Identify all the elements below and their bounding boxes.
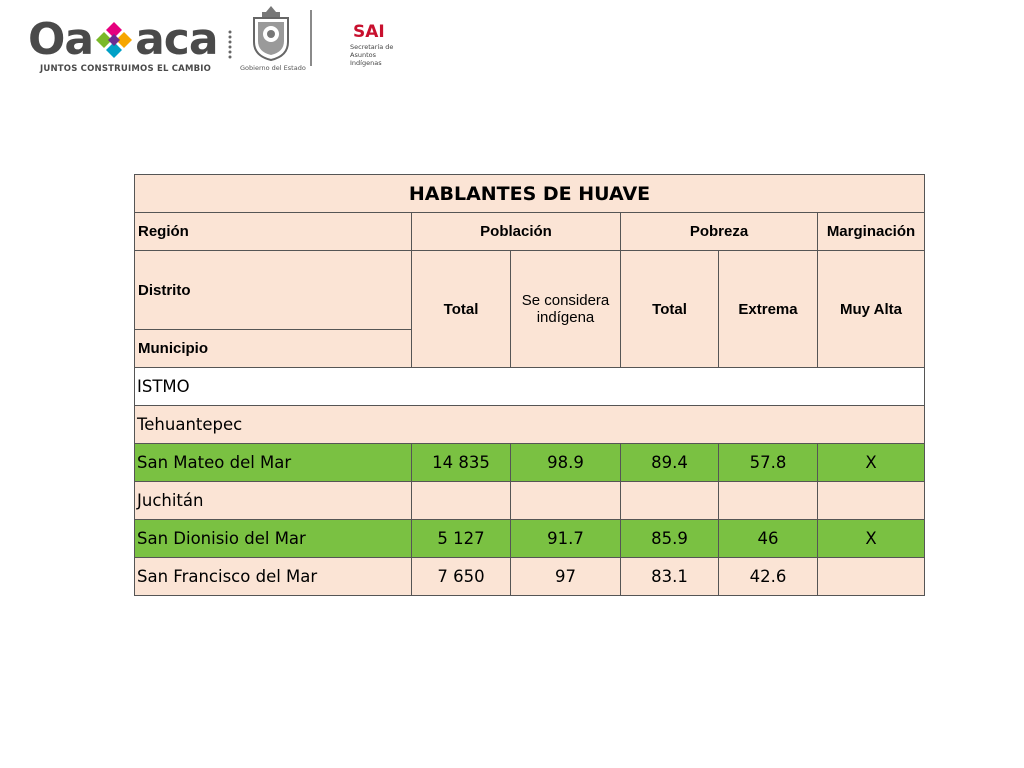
pobreza-total-value: 83.1 [621, 558, 719, 596]
sai-subtitle-line2: Asuntos Indígenas [350, 51, 382, 67]
state-seal-icon [246, 4, 296, 62]
empty-cell [818, 482, 925, 520]
municipio-name: San Dionisio del Mar [135, 520, 412, 558]
table-row [135, 482, 925, 520]
oaxaca-x-flower-icon [94, 20, 134, 60]
muy-alta-value [818, 558, 925, 596]
sai-logo-title: SAI [353, 22, 385, 42]
district-row-tehuantepec: Tehuantepec [135, 406, 925, 444]
muy-alta-value: X [818, 444, 925, 482]
pobreza-extrema-value: 42.6 [719, 558, 818, 596]
poblacion-total-value: 14 835 [412, 444, 511, 482]
header-poblacion: Población [412, 213, 621, 251]
table-row [135, 558, 925, 596]
table-row [135, 520, 925, 558]
header-poblacion-indigena: Se considera indígena [511, 251, 621, 368]
poblacion-indigena-value: 91.7 [511, 520, 621, 558]
pobreza-extrema-value: 57.8 [719, 444, 818, 482]
region-row-istmo: ISTMO [135, 368, 925, 406]
empty-cell [511, 482, 621, 520]
header-divider [310, 10, 312, 66]
table-title: HABLANTES DE HUAVE [135, 175, 925, 213]
empty-cell [719, 482, 818, 520]
poblacion-total-value: 5 127 [412, 520, 511, 558]
pobreza-total-value: 85.9 [621, 520, 719, 558]
header-muy-alta: Muy Alta [818, 251, 925, 368]
table-row [135, 444, 925, 482]
poblacion-indigena-value: 98.9 [511, 444, 621, 482]
oaxaca-tagline: JUNTOS CONSTRUIMOS EL CAMBIO [40, 64, 212, 74]
oaxaca-logo: Oa aca [28, 14, 218, 65]
header-distrito: Distrito [135, 251, 412, 330]
header-poblacion-total: Total [412, 251, 511, 368]
pobreza-total-value: 89.4 [621, 444, 719, 482]
header-logos [0, 0, 1024, 90]
muy-alta-value: X [818, 520, 925, 558]
gobierno-label: Gobierno del Estado [240, 64, 306, 72]
sai-logo-subtitle [350, 43, 402, 67]
poblacion-total-value: 7 650 [412, 558, 511, 596]
empty-cell [412, 482, 511, 520]
empty-cell [621, 482, 719, 520]
header-marginacion: Marginación [818, 213, 925, 251]
poblacion-indigena-value: 97 [511, 558, 621, 596]
pobreza-extrema-value: 46 [719, 520, 818, 558]
huave-speakers-table [134, 174, 925, 596]
municipio-name: San Mateo del Mar [135, 444, 412, 482]
header-municipio: Municipio [135, 330, 412, 368]
header-pobreza: Pobreza [621, 213, 818, 251]
header-region: Región [135, 213, 412, 251]
separator-dots [228, 30, 232, 60]
header-pobreza-extrema: Extrema [719, 251, 818, 368]
municipio-name: San Francisco del Mar [135, 558, 412, 596]
district-row-juchitan: Juchitán [135, 482, 412, 520]
sai-subtitle-line1: Secretaría de [350, 43, 394, 51]
header-pobreza-total: Total [621, 251, 719, 368]
